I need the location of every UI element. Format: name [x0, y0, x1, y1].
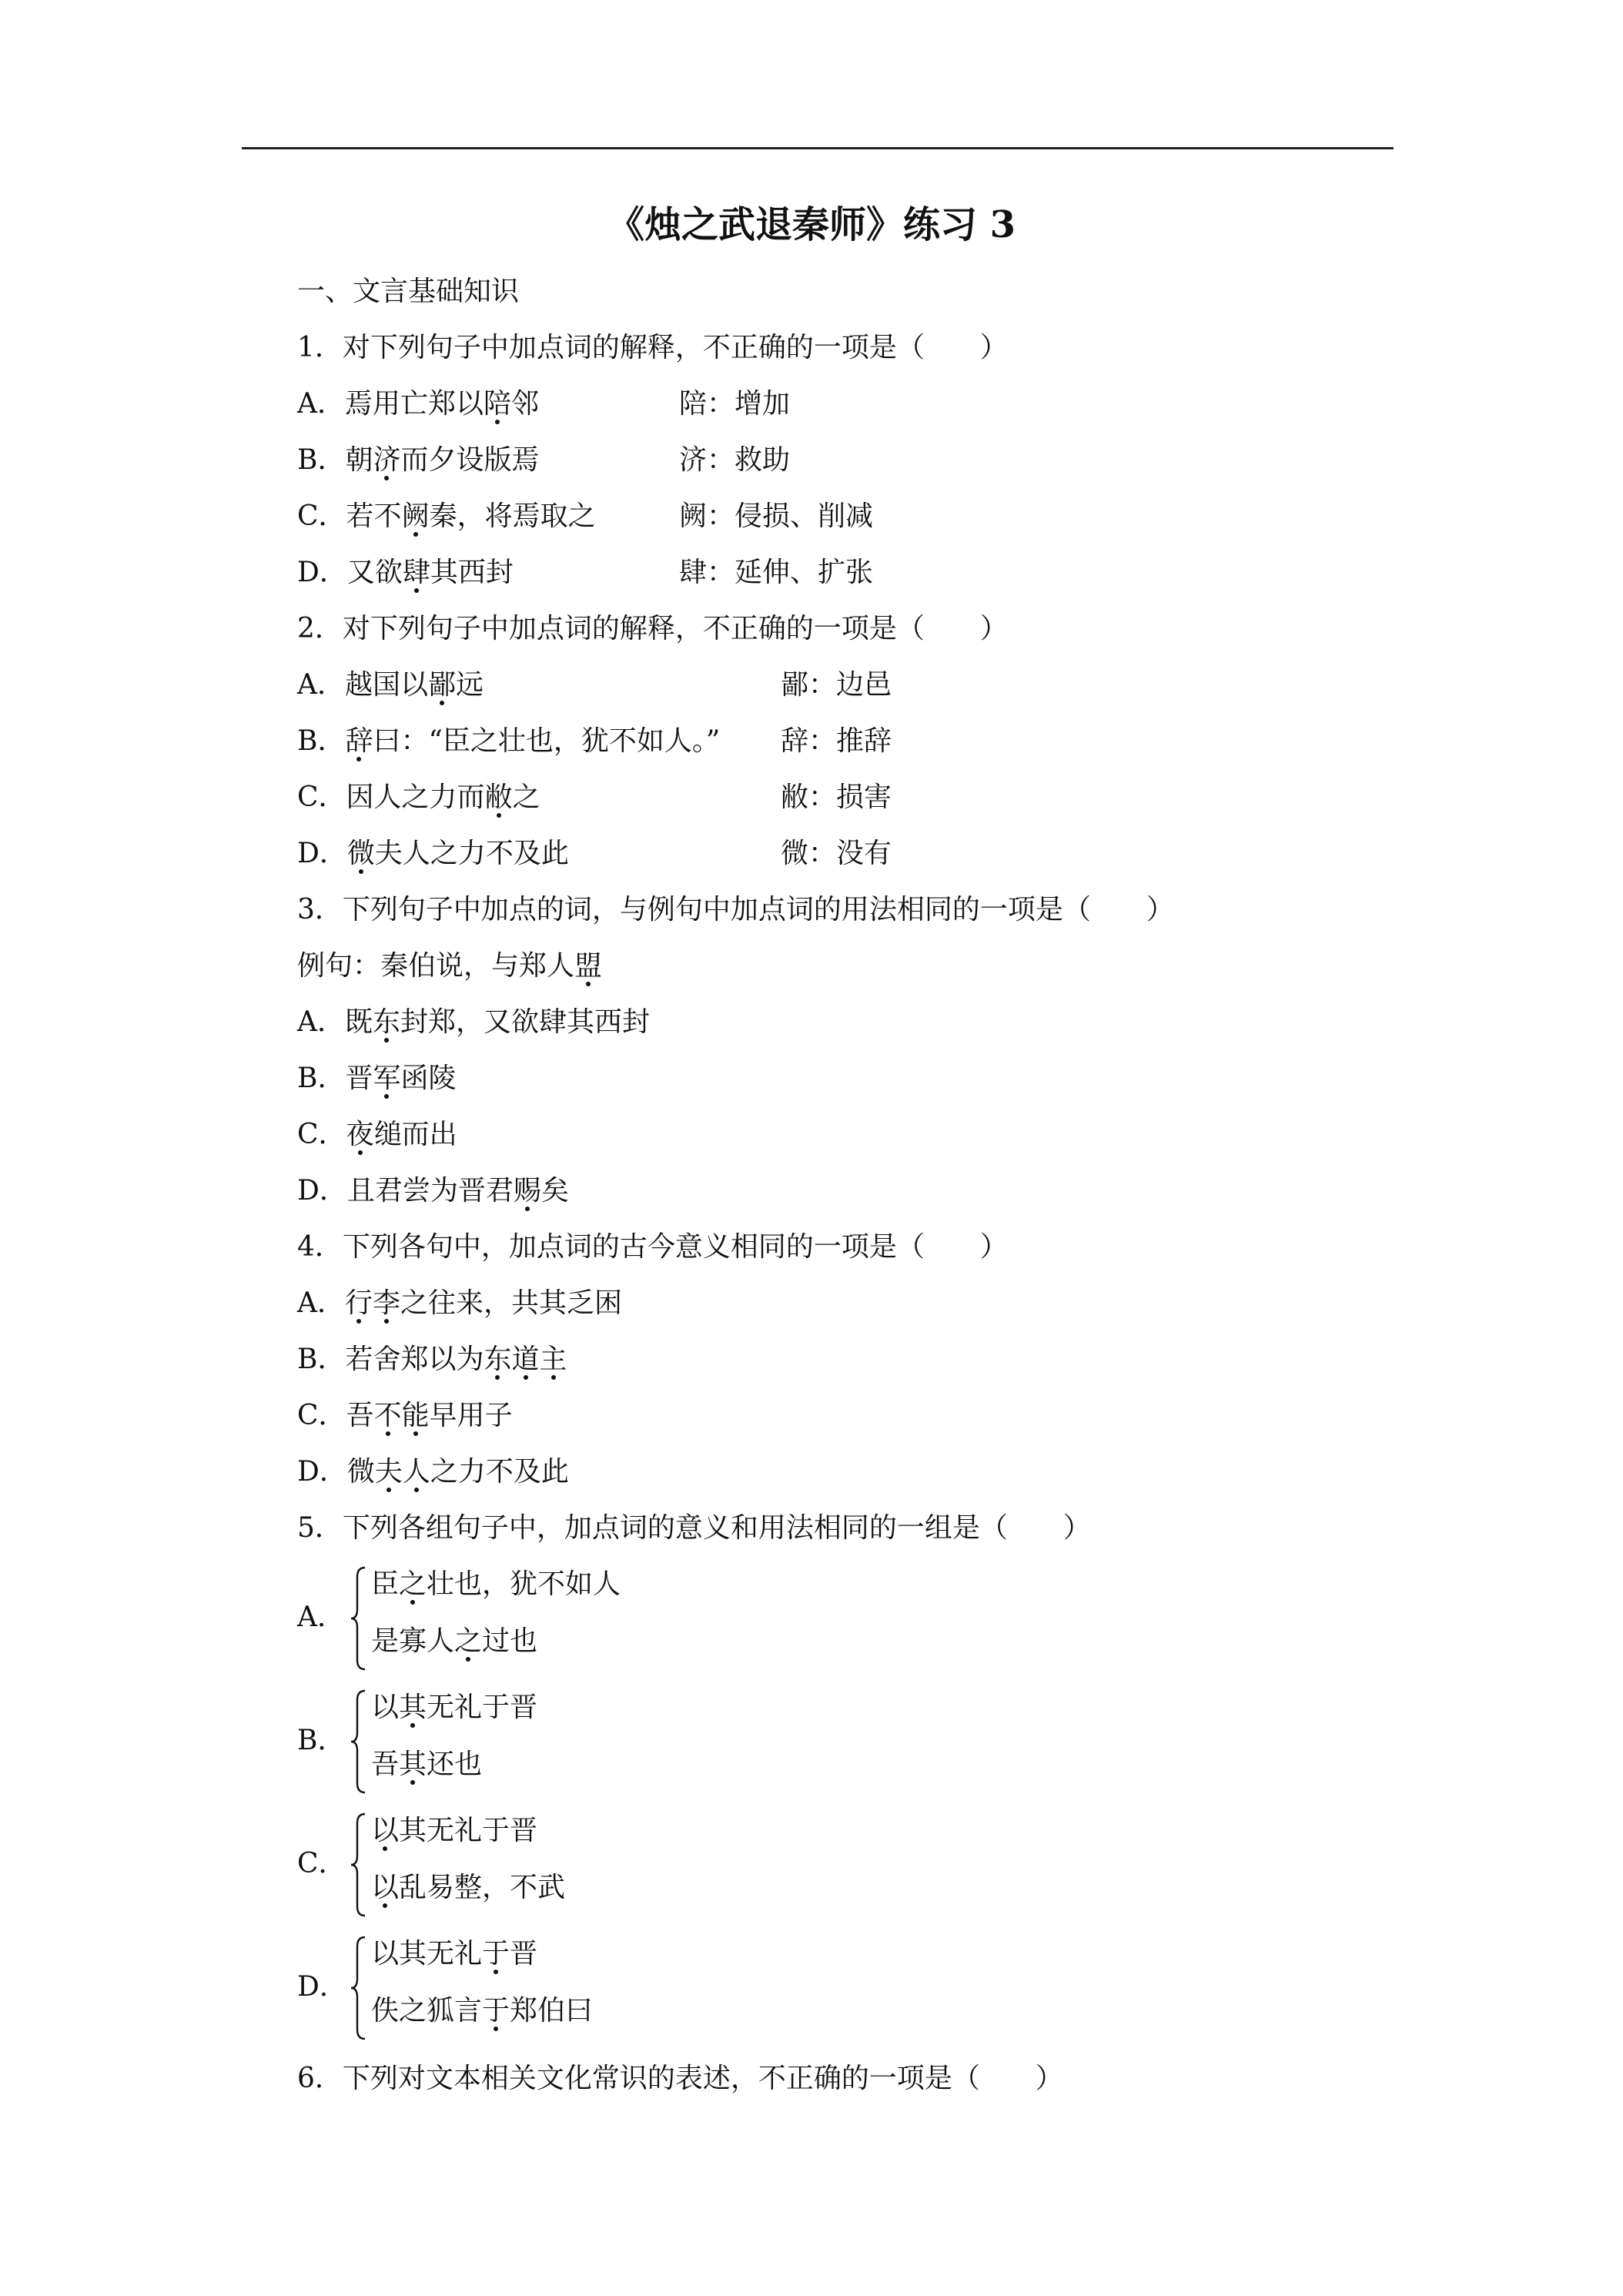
q4-option-c[interactable]: C．吾不能早用子: [297, 1400, 513, 1431]
q4-option-a[interactable]: A．行李之往来，共其乏困: [297, 1287, 623, 1319]
q5-stem: 5．下列各组句子中，加点词的意义和用法相同的一组是（ ）: [297, 1512, 1091, 1544]
q2-c-gloss: 敝：损害: [781, 782, 892, 813]
q5-option-b[interactable]: B． 以其无礼于晋 吾其还也: [297, 1683, 1221, 1799]
q2-option-b[interactable]: B．辞曰：“臣之壮也，犹不如人。” 辞：推辞: [297, 720, 720, 763]
left-brace-icon: [350, 1936, 366, 2040]
emphasis-dot-word: 于: [482, 1995, 510, 2027]
emphasis-dot-word: 之: [399, 1568, 427, 1600]
emphasis-dot-word: 鄙: [428, 669, 457, 701]
q2-option-a[interactable]: A．越国以鄙远 鄙：边邑: [297, 664, 484, 707]
q3-option-d[interactable]: D．且君尝为晋君赐矣: [297, 1175, 569, 1207]
q3-option-c[interactable]: C．夜缒而出: [297, 1119, 457, 1150]
q3-option-a[interactable]: A．既东封郑，又欲肆其西封: [297, 1006, 651, 1038]
emphasis-dot-word: 人: [402, 1456, 430, 1488]
emphasis-dot-word: 道: [511, 1344, 540, 1375]
emphasis-dot-word: 赐: [513, 1175, 541, 1207]
section-heading: 一、文言基础知识: [297, 276, 520, 307]
q3-stem: 3．下列句子中加点的词，与例句中加点词的用法相同的一项是（ ）: [297, 894, 1174, 925]
emphasis-dot-word: 阙: [401, 500, 430, 532]
q5-option-d[interactable]: D． 以其无礼于晋 佚之狐言于郑伯曰: [297, 1930, 1221, 2045]
left-brace-icon: [350, 1812, 366, 1917]
emphasis-dot-word: 济: [373, 444, 401, 476]
emphasis-dot-word: 东: [373, 1006, 401, 1038]
emphasis-dot-word: 夫: [374, 1456, 403, 1488]
emphasis-dot-word: 其: [399, 1749, 427, 1780]
q1-option-b[interactable]: B．朝济而夕设版焉 济：救助: [297, 439, 540, 482]
q2-b-gloss: 辞：推辞: [781, 725, 892, 757]
q1-option-a[interactable]: A．焉用亡郑以陪邻 陪：增加: [297, 383, 539, 426]
emphasis-dot-word: 能: [401, 1400, 430, 1431]
q1-stem: 1．对下列句子中加点词的解释，不正确的一项是（ ）: [297, 332, 1008, 363]
emphasis-dot-word: 李: [373, 1287, 401, 1319]
q5-option-a[interactable]: A． 臣之壮也，犹不如人 是寡人之过也: [297, 1560, 1221, 1675]
emphasis-dot-word: 盟: [574, 950, 603, 982]
q4-stem: 4．下列各句中，加点词的古今意义相同的一项是（ ）: [297, 1231, 1008, 1263]
q3-option-b[interactable]: B．晋军函陵: [297, 1063, 457, 1094]
q4-option-d[interactable]: D．微夫人之力不及此: [297, 1456, 569, 1488]
emphasis-dot-word: 辞: [345, 725, 373, 757]
header-rule: [242, 147, 1394, 149]
emphasis-dot-word: 行: [345, 1287, 373, 1319]
emphasis-dot-word: 军: [373, 1063, 401, 1094]
emphasis-dot-word: 之: [454, 1625, 483, 1657]
emphasis-dot-word: 肆: [402, 557, 430, 588]
page-title: 《烛之武退秦师》练习 3: [607, 203, 1016, 246]
emphasis-dot-word: 不: [373, 1400, 402, 1431]
emphasis-dot-word: 其: [399, 1692, 427, 1723]
emphasis-dot-word: 以: [371, 1872, 400, 1903]
q1-option-d[interactable]: D．又欲肆其西封 肆：延伸、扩张: [297, 551, 514, 594]
q1-d-gloss: 肆：延伸、扩张: [679, 557, 874, 588]
q1-c-gloss: 阙：侵损、削减: [679, 500, 874, 532]
q5-option-c[interactable]: C． 以其无礼于晋 以乱易整，不武: [297, 1806, 1221, 1922]
emphasis-dot-word: 敝: [484, 782, 513, 813]
q2-option-c[interactable]: C．因人之力而敝之 敝：损害: [297, 776, 540, 819]
q4-option-b[interactable]: B．若舍郑以为东道主: [297, 1344, 567, 1375]
emphasis-dot-word: 以: [371, 1815, 400, 1846]
q1-b-gloss: 济：救助: [679, 444, 791, 476]
emphasis-dot-word: 东: [484, 1344, 512, 1375]
q2-stem: 2．对下列句子中加点词的解释，不正确的一项是（ ）: [297, 613, 1008, 644]
emphasis-dot-word: 陪: [484, 388, 512, 420]
q1-a-gloss: 陪：增加: [679, 388, 791, 420]
q2-option-d[interactable]: D．微夫人之力不及此 微：没有: [297, 832, 569, 875]
emphasis-dot-word: 主: [539, 1344, 567, 1375]
emphasis-dot-word: 夜: [346, 1119, 374, 1150]
left-brace-icon: [350, 1566, 366, 1671]
q2-d-gloss: 微：没有: [781, 838, 892, 869]
emphasis-dot-word: 微: [346, 838, 375, 869]
q1-option-c[interactable]: C．若不阙秦，将焉取之 阙：侵损、削减: [297, 495, 596, 538]
emphasis-dot-word: 于: [482, 1938, 510, 1970]
left-brace-icon: [350, 1689, 366, 1794]
q2-a-gloss: 鄙：边邑: [781, 669, 892, 701]
q6-stem: 6．下列对文本相关文化常识的表述，不正确的一项是（ ）: [297, 2063, 1063, 2094]
q3-example: 例句：秦伯说，与郑人盟: [297, 950, 603, 982]
